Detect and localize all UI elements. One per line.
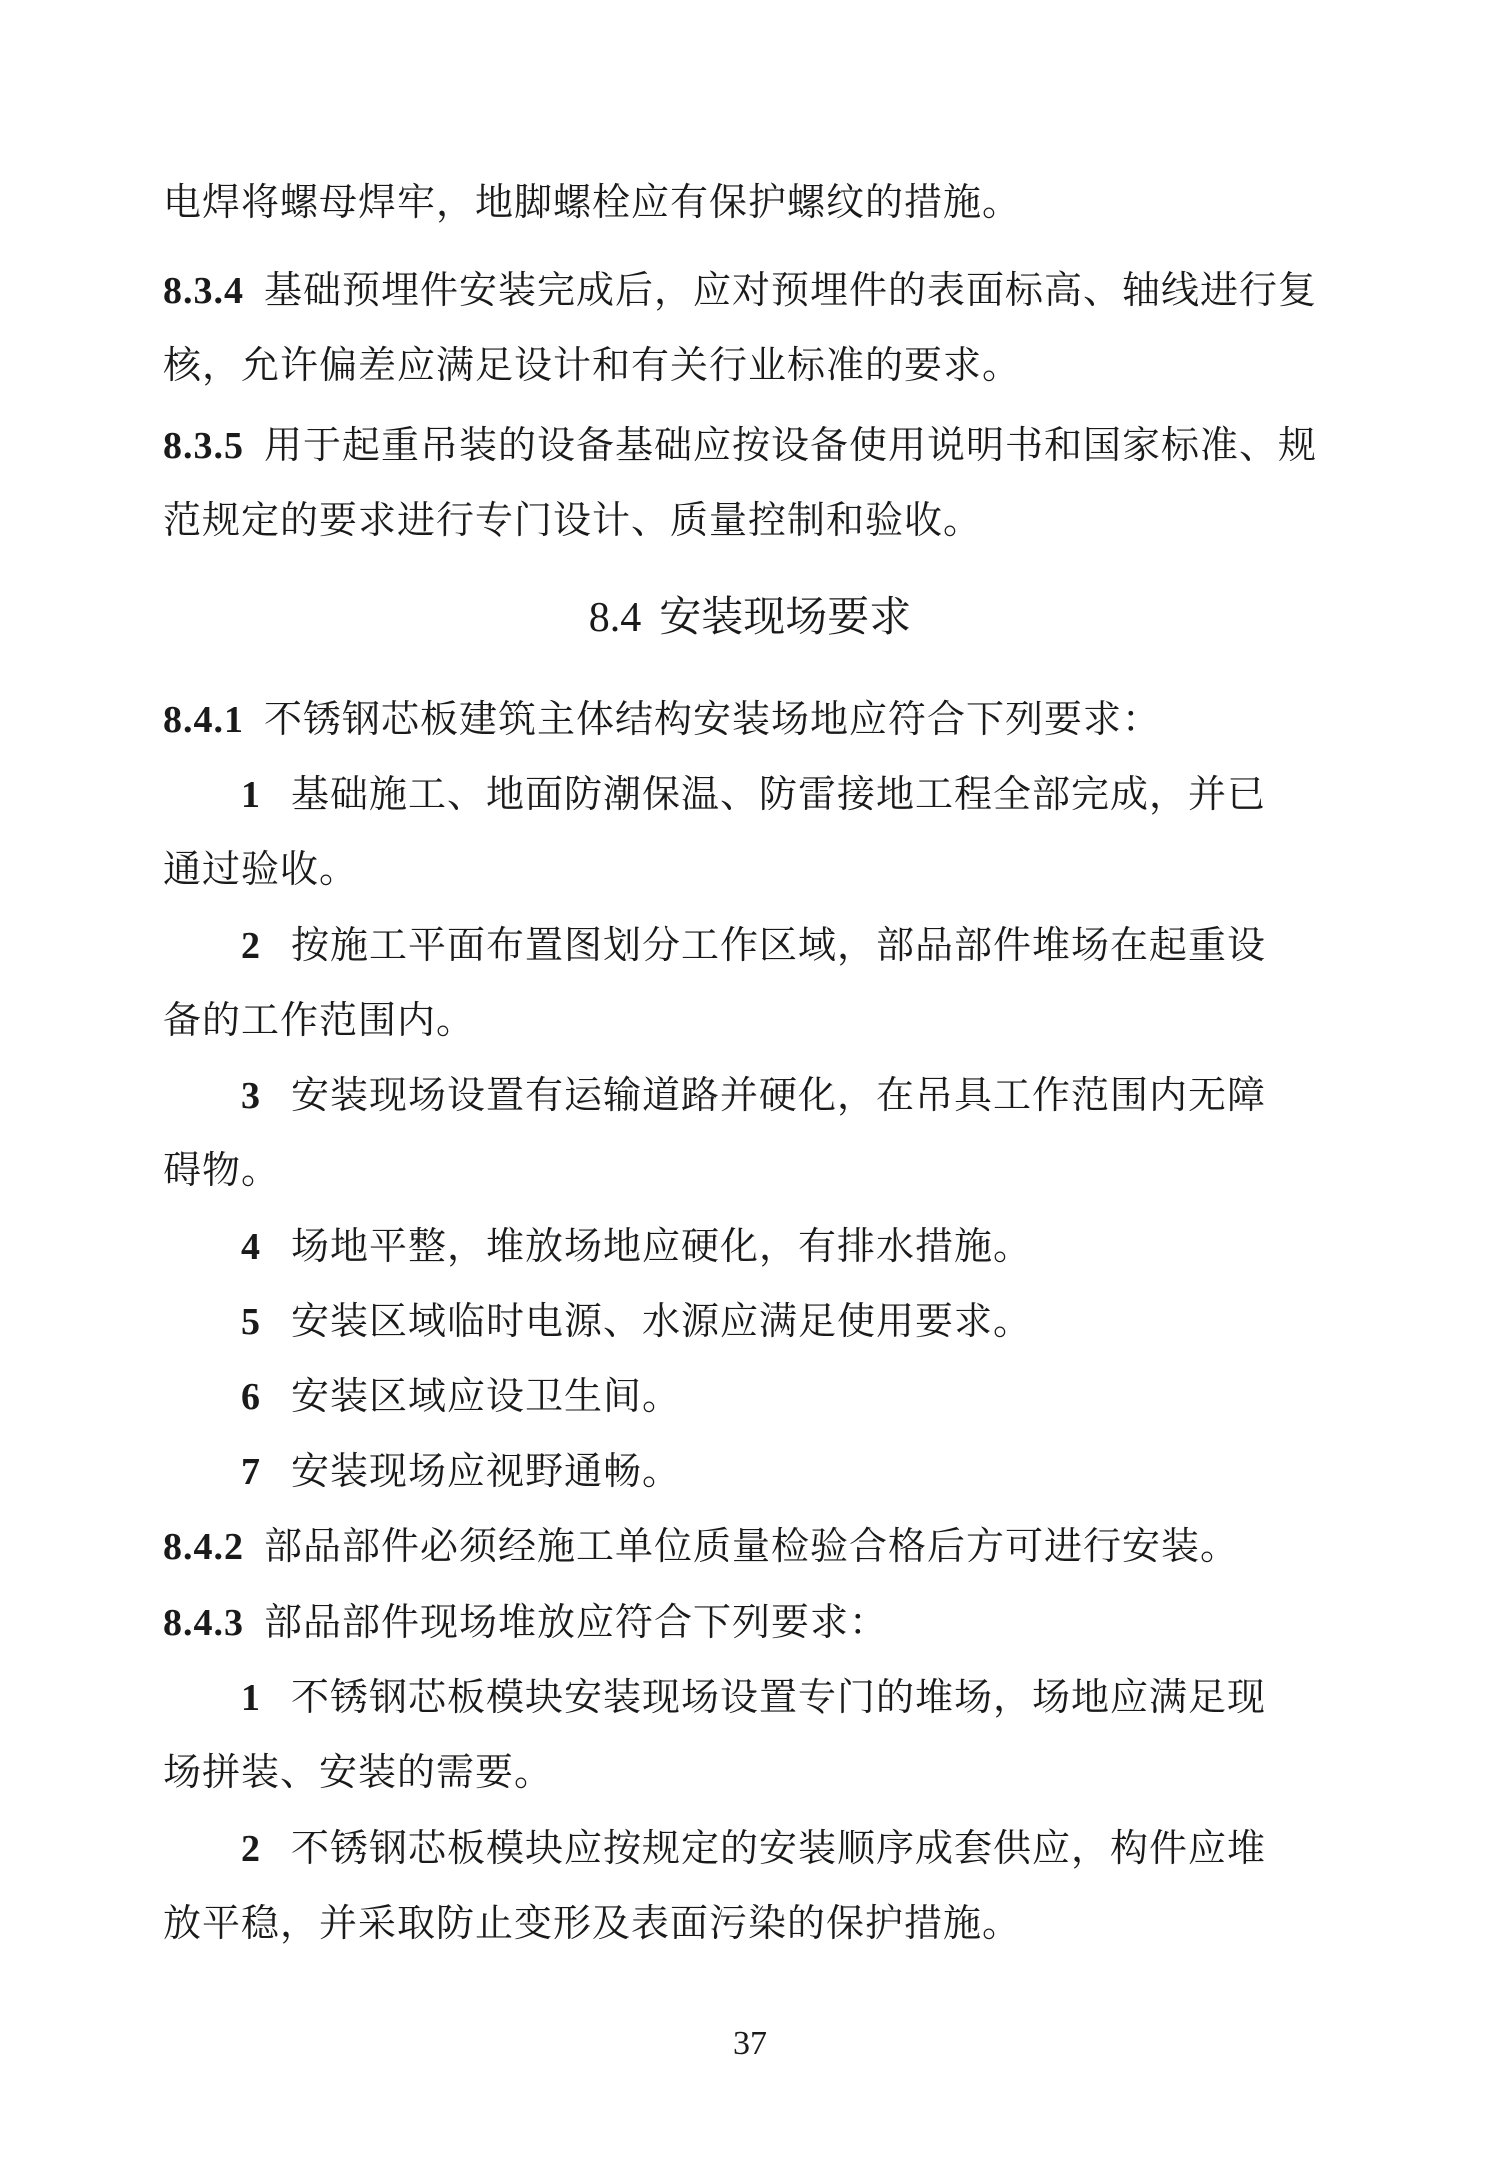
clause-number: 8.3.5 xyxy=(163,425,244,467)
continuation-text: 电焊将螺母焊牢，地脚螺栓应有保护螺纹的措施。 xyxy=(163,180,1022,224)
list-item xyxy=(241,1222,1032,1271)
item-text: 安装现场设置有运输道路并硬化，在吊具工作范围内无障 xyxy=(291,1073,1267,1117)
page-number: 37 xyxy=(733,2025,767,2062)
list-item xyxy=(241,1673,1266,1722)
list-item xyxy=(241,921,1266,970)
item-text: 不锈钢芯板模块应按规定的安装顺序成套供应，构件应堆 xyxy=(291,1826,1267,1870)
list-item-cont: 通过验收。 xyxy=(163,847,359,891)
list-item-cont: 碍物。 xyxy=(163,1148,281,1192)
item-text: 安装现场应视野通畅。 xyxy=(291,1449,682,1493)
section-title: 安装现场要求 xyxy=(659,592,912,641)
item-number: 1 xyxy=(241,774,261,816)
clause-text: 部品部件现场堆放应符合下列要求： xyxy=(264,1600,889,1644)
item-number: 4 xyxy=(241,1226,261,1268)
clause-number: 8.4.2 xyxy=(163,1526,244,1568)
list-item-cont: 备的工作范围内。 xyxy=(163,998,476,1042)
list-item xyxy=(241,1071,1266,1120)
list-item xyxy=(241,1297,1032,1346)
clause-8-4-1 xyxy=(163,695,1161,744)
item-text: 场地平整，堆放场地应硬化，有排水措施。 xyxy=(291,1224,1033,1268)
item-number: 3 xyxy=(241,1075,261,1117)
list-item-cont: 场拼装、安装的需要。 xyxy=(163,1750,554,1794)
item-text: 安装区域应设卫生间。 xyxy=(291,1374,682,1418)
clause-8-3-5-cont: 范规定的要求进行专门设计、质量控制和验收。 xyxy=(163,498,983,542)
list-item xyxy=(241,1372,681,1421)
item-number: 5 xyxy=(241,1301,261,1343)
item-number: 6 xyxy=(241,1376,261,1418)
section-number: 8.4 xyxy=(588,595,642,641)
clause-text: 不锈钢芯板建筑主体结构安装场地应符合下列要求： xyxy=(264,697,1162,741)
clause-number: 8.4.1 xyxy=(163,699,244,741)
clause-text: 用于起重吊装的设备基础应按设备使用说明书和国家标准、规 xyxy=(264,423,1318,467)
clause-8-3-4-cont: 核，允许偏差应满足设计和有关行业标准的要求。 xyxy=(163,343,1022,387)
clause-text: 基础预埋件安装完成后，应对预埋件的表面标高、轴线进行复 xyxy=(264,268,1318,312)
clause-number: 8.4.3 xyxy=(163,1602,244,1644)
section-heading xyxy=(0,589,1500,646)
item-text: 不锈钢芯板模块安装现场设置专门的堆场，场地应满足现 xyxy=(291,1675,1267,1719)
clause-8-3-5 xyxy=(163,421,1317,470)
clause-text: 部品部件必须经施工单位质量检验合格后方可进行安装。 xyxy=(264,1524,1240,1568)
item-text: 按施工平面布置图划分工作区域，部品部件堆场在起重设 xyxy=(291,923,1267,967)
item-text: 安装区域临时电源、水源应满足使用要求。 xyxy=(291,1299,1033,1343)
clause-8-4-2 xyxy=(163,1522,1239,1571)
clause-8-4-3 xyxy=(163,1598,888,1647)
item-number: 2 xyxy=(241,925,261,967)
list-item xyxy=(241,1824,1266,1873)
item-number: 2 xyxy=(241,1828,261,1870)
item-number: 7 xyxy=(241,1451,261,1493)
item-text: 基础施工、地面防潮保温、防雷接地工程全部完成，并已 xyxy=(291,772,1267,816)
list-item xyxy=(241,1447,681,1496)
list-item-cont: 放平稳，并采取防止变形及表面污染的保护措施。 xyxy=(163,1901,1022,1945)
item-number: 1 xyxy=(241,1677,261,1719)
clause-number: 8.3.4 xyxy=(163,270,244,312)
list-item xyxy=(241,770,1266,819)
clause-8-3-4 xyxy=(163,266,1317,315)
